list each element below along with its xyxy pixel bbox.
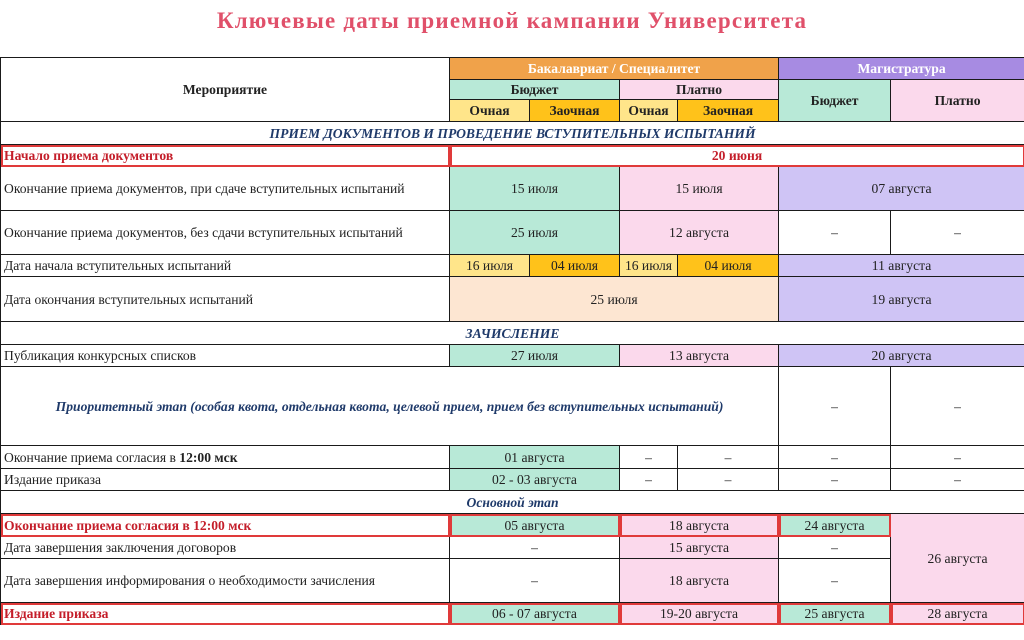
date-cell: 06 - 07 августа xyxy=(450,603,620,625)
table-row xyxy=(1,603,1024,625)
date-cell: – xyxy=(779,211,891,255)
date-cell: – xyxy=(779,367,891,446)
date-cell: – xyxy=(450,537,620,559)
date-cell: – xyxy=(450,559,620,603)
date-cell: 01 августа xyxy=(450,446,620,469)
date-cell: 27 июля xyxy=(450,345,620,367)
date-cell: 15 июля xyxy=(450,167,620,211)
paid-part-time-header: Заочная xyxy=(678,100,779,122)
row-label: Публикация конкурсных списков xyxy=(1,345,450,367)
date-cell: – xyxy=(891,211,1024,255)
date-cell: – xyxy=(891,469,1024,491)
table-row xyxy=(1,559,1024,603)
row-label: Дата начала вступительных испытаний xyxy=(1,255,450,277)
page-title: Ключевые даты приемной кампании Университета xyxy=(216,8,808,33)
dates-table xyxy=(0,57,1024,625)
date-cell: 16 июля xyxy=(450,255,530,277)
table-row xyxy=(1,537,1024,559)
date-cell: 20 июня xyxy=(450,145,1024,167)
date-cell: – xyxy=(620,446,678,469)
date-cell: – xyxy=(678,469,779,491)
section-title: ПРИЕМ ДОКУМЕНТОВ И ПРОВЕДЕНИЕ ВСТУПИТЕЛЬНЫХ ИСПЫТАНИЙ xyxy=(1,122,1024,145)
section-title: Основной этап xyxy=(1,491,1024,514)
date-cell: 19 августа xyxy=(779,277,1024,322)
date-cell: 18 августа xyxy=(620,559,779,603)
table-row xyxy=(1,514,1024,537)
section-row xyxy=(1,322,1024,345)
date-cell: – xyxy=(678,446,779,469)
date-cell: – xyxy=(779,537,891,559)
section-row xyxy=(1,122,1024,145)
priority-stage-label: Приоритетный этап (особая квота, отдельная квота, целевой прием, прием без вступительных испытаний) xyxy=(1,367,779,446)
master-header: Магистратура xyxy=(779,58,1024,80)
section-row xyxy=(1,491,1024,514)
row-label: Начало приема документов xyxy=(1,145,450,167)
budget-part-time-header: Заочная xyxy=(530,100,620,122)
section-title: ЗАЧИСЛЕНИЕ xyxy=(1,322,1024,345)
bachelor-paid-header: Платно xyxy=(620,80,779,100)
date-cell: 16 июля xyxy=(620,255,678,277)
date-cell: 13 августа xyxy=(620,345,779,367)
date-cell: 11 августа xyxy=(779,255,1024,277)
date-cell: 07 августа xyxy=(779,167,1024,211)
row-label: Окончание приема документов, при сдаче вступительных испытаний xyxy=(1,167,450,211)
date-cell: 26 августа xyxy=(891,514,1024,603)
date-cell: 18 августа xyxy=(620,514,779,537)
table-row xyxy=(1,469,1024,491)
table-row xyxy=(1,446,1024,469)
date-cell: 04 июля xyxy=(678,255,779,277)
row-label: Окончание приема согласия в 12:00 мск xyxy=(1,514,450,537)
date-cell: – xyxy=(779,446,891,469)
table-row xyxy=(1,277,1024,322)
row-label: Дата окончания вступительных испытаний xyxy=(1,277,450,322)
row-label-text: Окончание приема согласия в xyxy=(4,449,180,465)
table-row xyxy=(1,211,1024,255)
date-cell: 19-20 августа xyxy=(620,603,779,625)
date-cell: 24 августа xyxy=(779,514,891,537)
date-cell: 05 августа xyxy=(450,514,620,537)
date-cell: 25 августа xyxy=(779,603,891,625)
budget-full-time-header: Очная xyxy=(450,100,530,122)
date-cell: 12 августа xyxy=(620,211,779,255)
date-cell: 15 августа xyxy=(620,537,779,559)
header-row-1 xyxy=(1,58,1024,80)
date-cell: 25 июля xyxy=(450,211,620,255)
master-budget-header: Бюджет xyxy=(779,80,891,122)
date-cell: – xyxy=(779,559,891,603)
row-label: Окончание приема документов, без сдачи вступительных испытаний xyxy=(1,211,450,255)
date-cell: 20 августа xyxy=(779,345,1024,367)
table-row xyxy=(1,345,1024,367)
date-cell: 04 июля xyxy=(530,255,620,277)
date-cell: – xyxy=(620,469,678,491)
date-cell: 28 августа xyxy=(891,603,1024,625)
row-label: Издание приказа xyxy=(1,469,450,491)
date-cell: 02 - 03 августа xyxy=(450,469,620,491)
row-label: Дата завершения заключения договоров xyxy=(1,537,450,559)
row-label: Издание приказа xyxy=(1,603,450,625)
bachelor-header: Бакалавриат / Специалитет xyxy=(450,58,779,80)
table-row xyxy=(1,255,1024,277)
table-row xyxy=(1,167,1024,211)
date-cell: 15 июля xyxy=(620,167,779,211)
table-row xyxy=(1,367,1024,446)
event-column-header: Мероприятие xyxy=(1,58,450,122)
date-cell: – xyxy=(891,367,1024,446)
table-row xyxy=(1,145,1024,167)
row-label: Дата завершения информирования о необходимости зачисления xyxy=(1,559,450,603)
row-label-time: 12:00 мск xyxy=(179,449,238,465)
date-cell: – xyxy=(891,446,1024,469)
date-cell: – xyxy=(779,469,891,491)
row-label xyxy=(1,446,450,469)
date-cell: 25 июля xyxy=(450,277,779,322)
bachelor-budget-header: Бюджет xyxy=(450,80,620,100)
paid-full-time-header: Очная xyxy=(620,100,678,122)
master-paid-header: Платно xyxy=(891,80,1024,122)
